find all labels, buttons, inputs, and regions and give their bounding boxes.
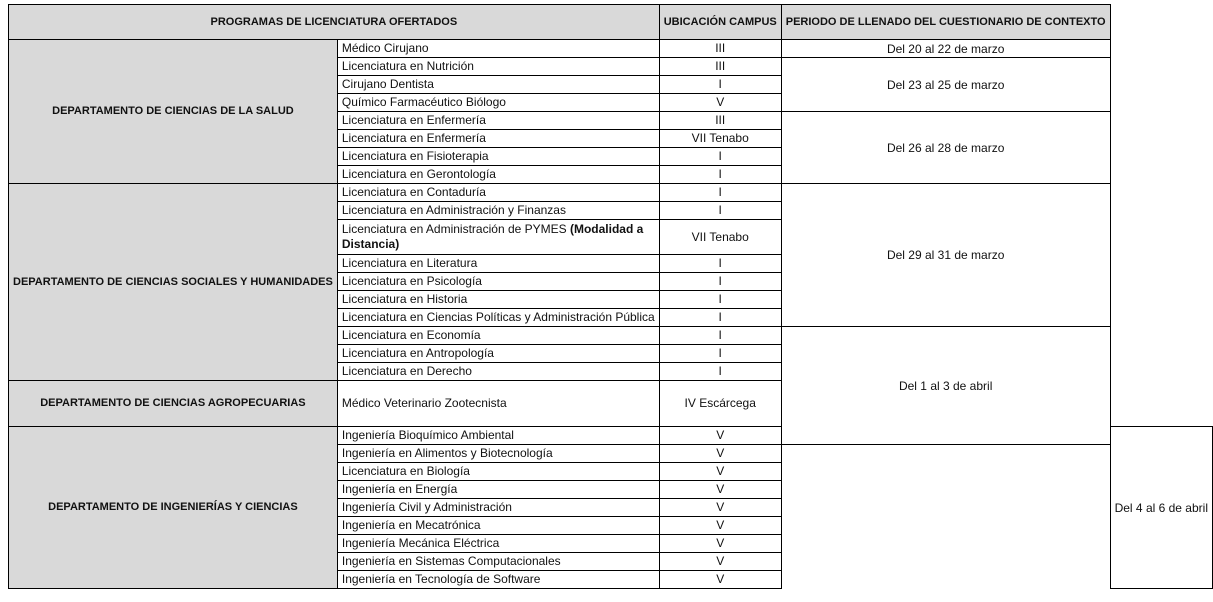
program-cell: Ingeniería Civil y Administración [337, 499, 659, 517]
campus-cell: I [659, 202, 781, 220]
program-cell: Licenciatura en Literatura [337, 255, 659, 273]
campus-cell: V [659, 481, 781, 499]
campus-cell: V [659, 94, 781, 112]
period-cell: Del 26 al 28 de marzo [781, 112, 1110, 184]
campus-cell: V [659, 553, 781, 571]
period-cell: Del 23 al 25 de marzo [781, 58, 1110, 112]
campus-cell: I [659, 255, 781, 273]
program-cell: Licenciatura en Biología [337, 463, 659, 481]
program-cell: Licenciatura en Antropología [337, 345, 659, 363]
program-cell: Licenciatura en Gerontología [337, 166, 659, 184]
program-cell: Ingeniería en Alimentos y Biotecnología [337, 445, 659, 463]
program-modality: (Modalidad a Distancia) [341, 222, 644, 251]
campus-cell: V [659, 517, 781, 535]
campus-cell: III [659, 58, 781, 76]
program-cell [337, 220, 659, 255]
program-cell: Médico Cirujano [337, 40, 659, 58]
header-periodo: PERIODO DE LLENADO DEL CUESTIONARIO DE CONTEXTO [781, 5, 1110, 40]
department-sociales: DEPARTAMENTO DE CIENCIAS SOCIALES Y HUMANIDADES [9, 184, 338, 381]
header-programas: PROGRAMAS DE LICENCIATURA OFERTADOS [9, 5, 660, 40]
campus-cell: III [659, 40, 781, 58]
campus-cell: I [659, 76, 781, 94]
department-salud: DEPARTAMENTO DE CIENCIAS DE LA SALUD [9, 40, 338, 184]
campus-cell: I [659, 309, 781, 327]
department-agro: DEPARTAMENTO DE CIENCIAS AGROPECUARIAS [9, 381, 338, 427]
campus-cell: I [659, 363, 781, 381]
program-text: Licenciatura en Administración de PYMES [341, 222, 570, 236]
program-cell: Ingeniería en Tecnología de Software [337, 571, 659, 589]
program-cell: Ingeniería en Sistemas Computacionales [337, 553, 659, 571]
program-cell: Licenciatura en Historia [337, 291, 659, 309]
campus-cell: V [659, 463, 781, 481]
campus-cell: I [659, 184, 781, 202]
campus-cell: IV Escárcega [659, 381, 781, 427]
campus-cell: I [659, 327, 781, 345]
period-cell: Del 4 al 6 de abril [1110, 427, 1212, 589]
program-cell: Ingeniería Mecánica Eléctrica [337, 535, 659, 553]
program-cell: Ingeniería en Energía [337, 481, 659, 499]
campus-cell: I [659, 148, 781, 166]
campus-cell: I [659, 345, 781, 363]
program-cell: Licenciatura en Economía [337, 327, 659, 345]
program-cell: Químico Farmacéutico Biólogo [337, 94, 659, 112]
program-cell: Licenciatura en Fisioterapia [337, 148, 659, 166]
program-cell: Ingeniería en Mecatrónica [337, 517, 659, 535]
program-cell: Licenciatura en Contaduría [337, 184, 659, 202]
table-header-row [9, 5, 1213, 40]
program-cell: Licenciatura en Derecho [337, 363, 659, 381]
program-cell: Licenciatura en Administración y Finanzas [337, 202, 659, 220]
program-cell: Licenciatura en Enfermería [337, 112, 659, 130]
program-cell: Cirujano Dentista [337, 76, 659, 94]
campus-cell: I [659, 291, 781, 309]
period-cell: Del 29 al 31 de marzo [781, 184, 1110, 327]
period-cell: Del 20 al 22 de marzo [781, 40, 1110, 58]
campus-cell: V [659, 445, 781, 463]
campus-cell: I [659, 273, 781, 291]
program-cell: Licenciatura en Ciencias Políticas y Administración Pública [337, 309, 659, 327]
header-ubicacion: UBICACIÓN CAMPUS [659, 5, 781, 40]
program-cell: Médico Veterinario Zootecnista [337, 381, 659, 427]
programs-table [8, 4, 1213, 589]
campus-cell: VII Tenabo [659, 130, 781, 148]
program-cell: Licenciatura en Nutrición [337, 58, 659, 76]
campus-cell: I [659, 166, 781, 184]
campus-cell: VII Tenabo [659, 220, 781, 255]
table-row [9, 184, 1213, 202]
period-cell: Del 1 al 3 de abril [781, 327, 1110, 445]
department-ing: DEPARTAMENTO DE INGENIERÍAS Y CIENCIAS [9, 427, 338, 589]
program-cell: Licenciatura en Psicología [337, 273, 659, 291]
campus-cell: V [659, 571, 781, 589]
campus-cell: V [659, 427, 781, 445]
campus-cell: V [659, 499, 781, 517]
campus-cell: III [659, 112, 781, 130]
table-row [9, 40, 1213, 58]
campus-cell: V [659, 535, 781, 553]
program-cell: Licenciatura en Enfermería [337, 130, 659, 148]
program-cell: Ingeniería Bioquímico Ambiental [337, 427, 659, 445]
